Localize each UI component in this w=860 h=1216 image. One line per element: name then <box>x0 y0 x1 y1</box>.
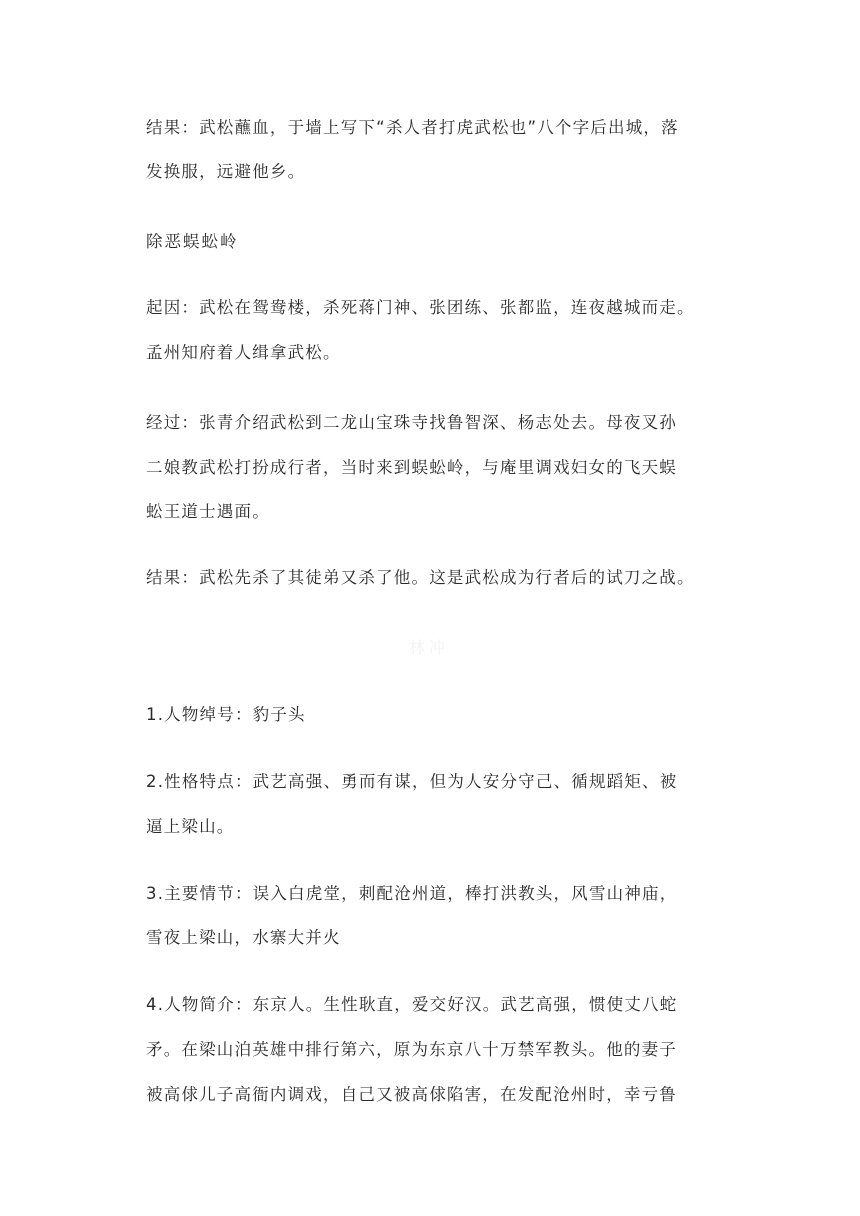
text-line: 矛。在梁山泊英雄中排行第六，原为东京八十万禁军教头。他的妻子 <box>146 1040 677 1059</box>
section-title: 除恶蜈蚣岭 <box>146 232 239 251</box>
text-line: 结果：武松蘸血，于墙上写下“杀人者打虎武松也”八个字后出城，落 <box>146 118 679 137</box>
text-line: 起因：武松在鸳鸯楼，杀死蒋门神、张团练、张都监，连夜越城而走。 <box>146 298 695 317</box>
text-line: 被高俅儿子高衙内调戏，自己又被高俅陷害，在发配沧州时，幸亏鲁 <box>146 1085 677 1104</box>
text-line: 发换服，远避他乡。 <box>146 162 306 181</box>
text-line: 4.人物简介：东京人。生性耿直，爱交好汉。武艺高强，惯使丈八蛇 <box>146 995 678 1014</box>
text-line: 雪夜上梁山，水寨大并火 <box>146 928 341 947</box>
text-line: 蚣王道士遇面。 <box>146 502 270 521</box>
text-line: 逼上梁山。 <box>146 817 235 836</box>
faint-section-heading: 林冲 <box>408 638 449 657</box>
text-line: 孟州知府着人缉拿武松。 <box>146 343 341 362</box>
text-line: 经过：张青介绍武松到二龙山宝珠寺找鲁智深、杨志处去。母夜叉孙 <box>146 413 677 432</box>
text-line: 结果：武松先杀了其徒弟又杀了他。这是武松成为行者后的试刀之战。 <box>146 568 695 587</box>
text-line: 3.主要情节：误入白虎堂，刺配沧州道，棒打洪教头，风雪山神庙， <box>146 884 678 903</box>
text-line: 1.人物绰号：豹子头 <box>146 705 306 724</box>
text-line: 二娘教武松打扮成行者，当时来到蜈蚣岭，与庵里调戏妇女的飞天蜈 <box>146 458 677 477</box>
text-line: 2.性格特点：武艺高强、勇而有谋，但为人安分守己、循规蹈矩、被 <box>146 772 678 791</box>
